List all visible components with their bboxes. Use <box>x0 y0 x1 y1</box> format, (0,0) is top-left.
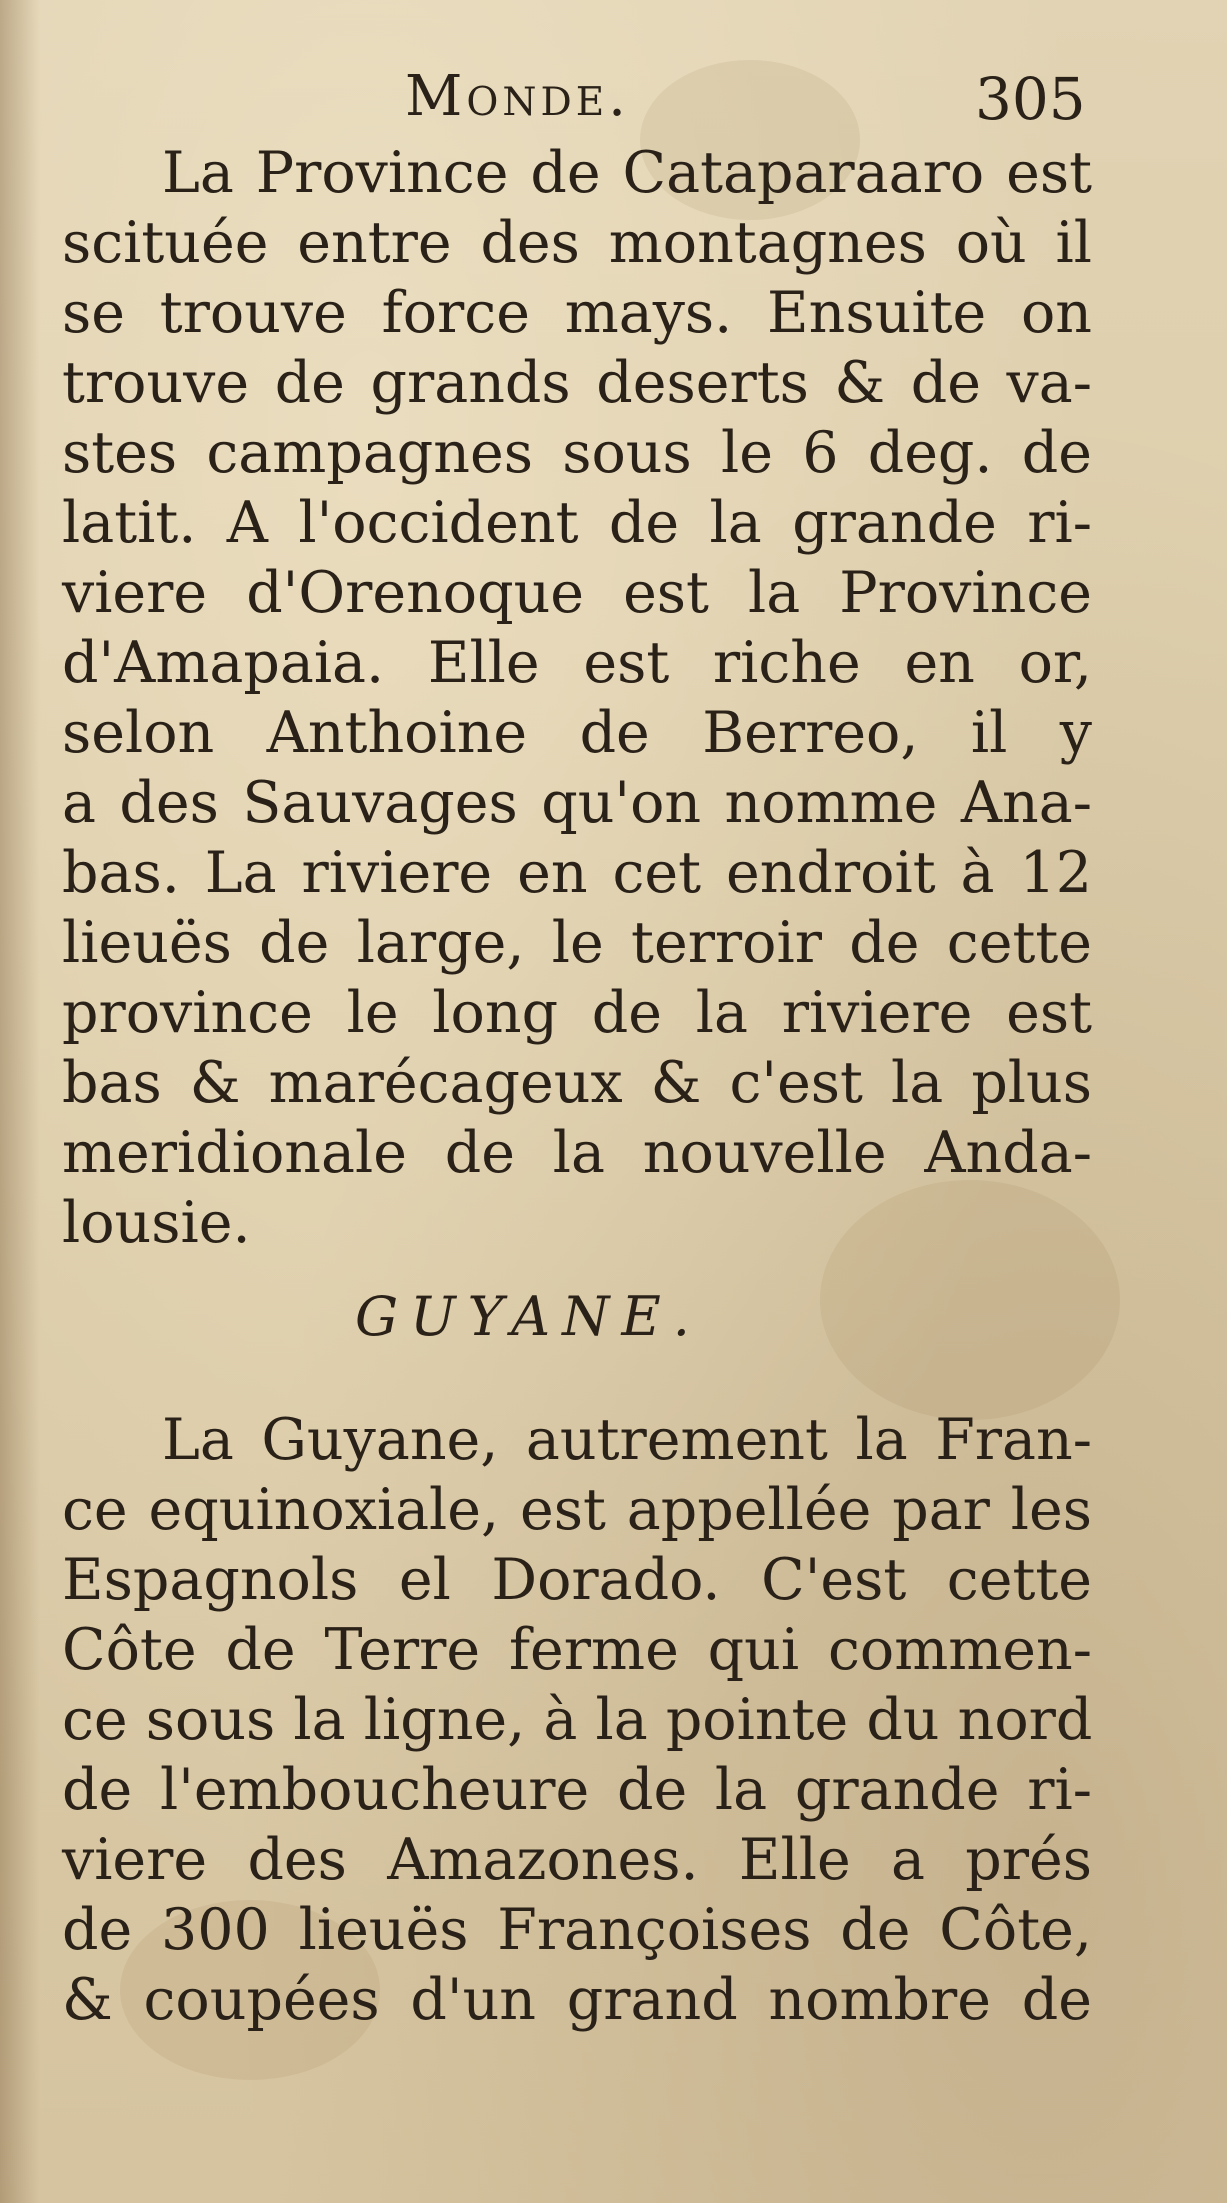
text-line: ce equinoxiale, est appellée par les <box>62 1477 1092 1543</box>
page-number: 305 <box>975 65 1086 133</box>
text-line: se trouve force mays. Ensuite on <box>62 280 1092 346</box>
text-line: a des Sauvages qu'on nomme Ana- <box>62 770 1092 836</box>
text-line: lousie. <box>62 1190 251 1256</box>
text-line: lieuës de large, le terroir de cette <box>62 910 1092 976</box>
text-line: meridionale de la nouvelle Anda- <box>62 1120 1092 1186</box>
text-line: trouve de grands deserts & de va- <box>62 350 1092 416</box>
page-gutter-shadow <box>0 0 40 2203</box>
text-line: province le long de la riviere est <box>62 980 1092 1046</box>
text-line: & coupées d'un grand nombre de <box>62 1967 1092 2033</box>
text-line: Espagnols el Dorado. C'est cette <box>62 1547 1092 1613</box>
text-line: viere d'Orenoque est la Province <box>62 560 1092 626</box>
text-line: stes campagnes sous le 6 deg. de <box>62 420 1092 486</box>
text-line: latit. A l'occident de la grande ri- <box>62 490 1092 556</box>
text-line: La Province de Cataparaaro est <box>162 140 1092 206</box>
text-line: La Guyane, autrement la Fran- <box>162 1407 1092 1473</box>
running-title: Monde. <box>405 64 630 129</box>
text-line: scituée entre des montagnes où il <box>62 210 1092 276</box>
text-line: bas & marécageux & c'est la plus <box>62 1050 1092 1116</box>
text-line: de l'emboucheure de la grande ri- <box>62 1757 1092 1823</box>
text-line: bas. La riviere en cet endroit à 12 <box>62 840 1092 906</box>
text-line: de 300 lieuës Françoises de Côte, <box>62 1897 1092 1963</box>
text-line: Côte de Terre ferme qui commen- <box>62 1617 1092 1683</box>
paper-stain <box>820 1180 1120 1420</box>
text-line: ce sous la ligne, à la pointe du nord <box>62 1687 1093 1753</box>
text-line: viere des Amazones. Elle a prés <box>62 1827 1092 1893</box>
page-header <box>0 62 1227 142</box>
text-line: selon Anthoine de Berreo, il y <box>62 700 1092 766</box>
text-line: d'Amapaia. Elle est riche en or, <box>62 630 1092 696</box>
section-title-guyane: GUYANE. <box>355 1285 702 1348</box>
